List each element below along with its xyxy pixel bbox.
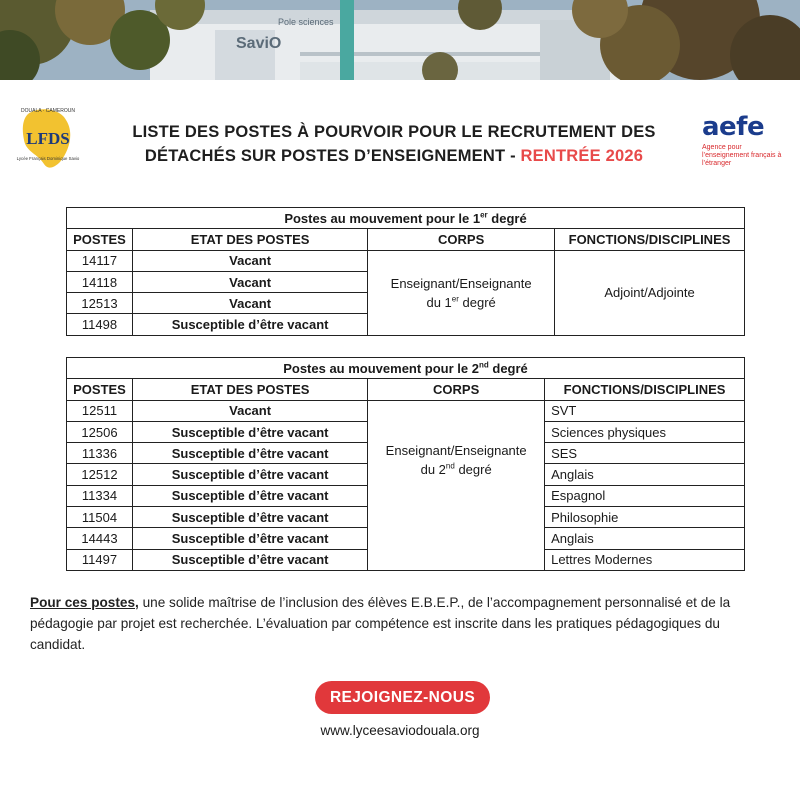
poste-number: 14118 [67,271,133,292]
table2-header-corps: CORPS [368,379,545,400]
table2-header-postes: POSTES [67,379,133,400]
logo-school-name: Lycée Français Dominique Savio [16,156,80,161]
poste-status: Vacant [132,400,367,421]
poste-number: 11334 [67,485,133,506]
logo-arc-text: DOUALA · CAMEROUN [21,108,75,114]
page-title [100,120,688,168]
poste-number: 12512 [67,464,133,485]
table-row [67,400,745,421]
poste-status: Susceptible d’être vacant [132,485,367,506]
banner-photo [0,0,800,80]
building-sign-sub: Pole sciences [278,17,334,27]
poste-status: Susceptible d’être vacant [132,443,367,464]
requirements-paragraph [30,592,778,655]
poste-status: Susceptible d’être vacant [132,314,367,335]
table-first-degree [66,207,745,336]
aefe-wordmark: aefe [702,112,765,142]
table2-caption: Postes au mouvement pour le 2nd degré [67,358,745,379]
logo-abbr: LFDS [26,129,70,148]
poste-status: Susceptible d’être vacant [132,549,367,570]
poste-status: Vacant [132,271,367,292]
lfds-school-logo [8,102,88,174]
poste-number: 14117 [67,250,133,271]
poste-number: 11504 [67,507,133,528]
table1-header-corps: CORPS [368,229,555,250]
poste-discipline: Anglais [545,464,745,485]
poste-number: 14443 [67,528,133,549]
page-header [0,80,800,192]
poste-status: Susceptible d’être vacant [132,528,367,549]
poste-discipline: SVT [545,400,745,421]
table2-header-fonctions: FONCTIONS/DISCIPLINES [545,379,745,400]
poste-status: Susceptible d’être vacant [132,507,367,528]
poste-status: Vacant [132,293,367,314]
paragraph-text: une solide maîtrise de l’inclusion des élèves E.B.E.P., de l’accompagnement personnalisé et de la pédagogie par projet est recherchée. L’évaluation par compétence est inscrite dans les pratiques pédagogiques du candidat. [30,595,731,652]
table1-corps: Enseignant/Enseignante du 1er degré [368,250,555,335]
poste-discipline: Philosophie [545,507,745,528]
table-row [67,250,745,271]
table2-corps: Enseignant/Enseignante du 2nd degré [368,400,545,570]
poste-number: 11497 [67,549,133,570]
paragraph-lead: Pour ces postes, [30,595,139,610]
poste-number: 12511 [67,400,133,421]
poste-status: Susceptible d’être vacant [132,421,367,442]
poste-discipline: SES [545,443,745,464]
poste-discipline: Sciences physiques [545,421,745,442]
poste-status: Vacant [132,250,367,271]
website-link[interactable]: www.lyceesaviodouala.org [320,723,480,738]
poste-discipline: Anglais [545,528,745,549]
poste-status: Susceptible d’être vacant [132,464,367,485]
aefe-logo [702,114,792,174]
title-main: LISTE DES POSTES À POURVOIR POUR LE RECRUTEMENT DES DÉTACHÉS SUR POSTES D’ENSEIGNEMENT - [132,123,656,165]
table1-header-postes: POSTES [67,229,133,250]
table1-fonction: Adjoint/Adjointe [555,250,745,335]
poste-number: 12506 [67,421,133,442]
poste-discipline: Lettres Modernes [545,549,745,570]
table2-header-etat: ETAT DES POSTES [132,379,367,400]
building-sign: SaviO [236,35,282,52]
table1-caption: Postes au mouvement pour le 1er degré [67,208,745,229]
join-us-button[interactable]: REJOIGNEZ-NOUS [315,681,490,714]
table1-header-etat: ETAT DES POSTES [132,229,367,250]
poste-number: 12513 [67,293,133,314]
title-accent: RENTRÉE 2026 [520,147,644,165]
table1-header-fonctions: FONCTIONS/DISCIPLINES [555,229,745,250]
poste-discipline: Espagnol [545,485,745,506]
poste-number: 11498 [67,314,133,335]
table-second-degree [66,357,745,571]
header-photo-banner [0,0,800,80]
poste-number: 11336 [67,443,133,464]
aefe-subtitle: Agence pour l’enseignement français à l’étranger [702,144,782,167]
